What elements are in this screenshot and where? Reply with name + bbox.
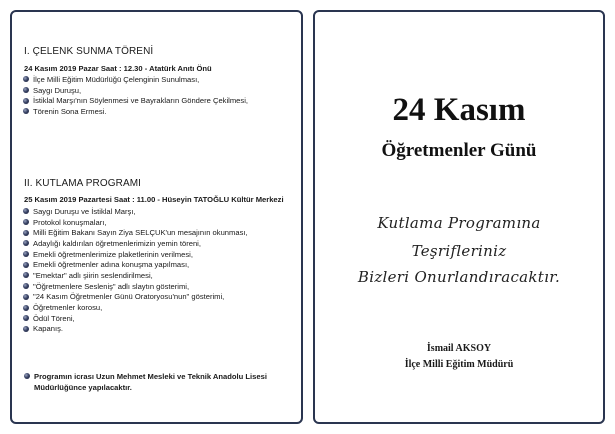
right-panel xyxy=(313,10,605,424)
signatory-name: İsmail AKSOY xyxy=(426,343,492,354)
bullet-icon xyxy=(23,283,29,289)
list-item: Öğretmenler korosu, xyxy=(23,302,248,313)
bullet-icon xyxy=(23,251,29,257)
bullet-icon xyxy=(23,272,29,278)
bullet-icon xyxy=(23,305,29,311)
list-item: "24 Kasım Öğretmenler Günü Oratoryosu'nun" gösterimi, xyxy=(23,292,248,303)
left-panel xyxy=(10,10,303,424)
section2-subtitle: 25 Kasım 2019 Pazartesi Saat : 11.00 - Hüseyin TATOĞLU Kültür Merkezi xyxy=(24,195,284,204)
section1-list xyxy=(23,74,248,117)
organizer-note: Programın icrası Uzun Mehmet Mesleki ve Teknik Anadolu Lisesi Müdürlüğünce yapılacaktır. xyxy=(24,371,294,393)
bullet-icon xyxy=(23,108,29,114)
list-item: Kapanış. xyxy=(23,324,248,335)
bullet-icon xyxy=(23,240,29,246)
bullet-icon xyxy=(24,373,30,379)
list-item: İlçe Milli Eğitim Müdürlüğü Çelenginin Sunulması, xyxy=(23,74,248,85)
list-item: "Emektar" adlı şiirin seslendirilmesi, xyxy=(23,270,248,281)
section1-title: I. ÇELENK SUNMA TÖRENİ xyxy=(24,46,154,57)
bullet-icon xyxy=(23,208,29,214)
list-item: Saygı Duruşu ve İstiklal Marşı, xyxy=(23,206,248,217)
list-item: Törenin Sona Ermesi. xyxy=(23,106,248,117)
bullet-icon xyxy=(23,294,29,300)
list-item: Protokol konuşmaları, xyxy=(23,217,248,228)
bullet-icon xyxy=(23,326,29,332)
bullet-icon xyxy=(23,315,29,321)
signatory-title: İlçe Milli Eğitim Müdürü xyxy=(404,359,514,370)
section1-subtitle: 24 Kasım 2019 Pazar Saat : 12.30 - Atatürk Anıtı Önü xyxy=(24,64,212,73)
section2-title: II. KUTLAMA PROGRAMI xyxy=(24,178,142,189)
list-item: "Öğretmenlere Sesleniş" adlı slaytın gösterimi, xyxy=(23,281,248,292)
bullet-icon xyxy=(23,87,29,93)
list-item: Emekli öğretmenler adına konuşma yapılması, xyxy=(23,259,248,270)
list-item: Ödül Töreni, xyxy=(23,313,248,324)
invitation-line-3: Bizleri Onurlandıracaktır. xyxy=(357,268,561,286)
list-item: Milli Eğitim Bakanı Sayın Ziya SELÇUK'un mesajının okunması, xyxy=(23,227,248,238)
bullet-icon xyxy=(23,262,29,268)
section2-list xyxy=(23,206,248,334)
list-item: İstiklal Marşı'nın Söylenmesi ve Bayrakların Göndere Çekilmesi, xyxy=(23,95,248,106)
bullet-icon xyxy=(23,98,29,104)
invitation-line-1: Kutlama Programına xyxy=(377,214,541,232)
list-item: Adaylığı kaldırılan öğretmenlerimizin yemin töreni, xyxy=(23,238,248,249)
list-item: Emekli öğretmenlerimize plaketlerinin verilmesi, xyxy=(23,249,248,260)
list-item: Saygı Duruşu, xyxy=(23,85,248,96)
bullet-icon xyxy=(23,76,29,82)
main-title: 24 Kasım xyxy=(392,92,526,128)
bullet-icon xyxy=(23,219,29,225)
invitation-line-2: Teşrifleriniz xyxy=(411,242,507,260)
main-subtitle: Öğretmenler Günü xyxy=(381,140,537,161)
bullet-icon xyxy=(23,230,29,236)
